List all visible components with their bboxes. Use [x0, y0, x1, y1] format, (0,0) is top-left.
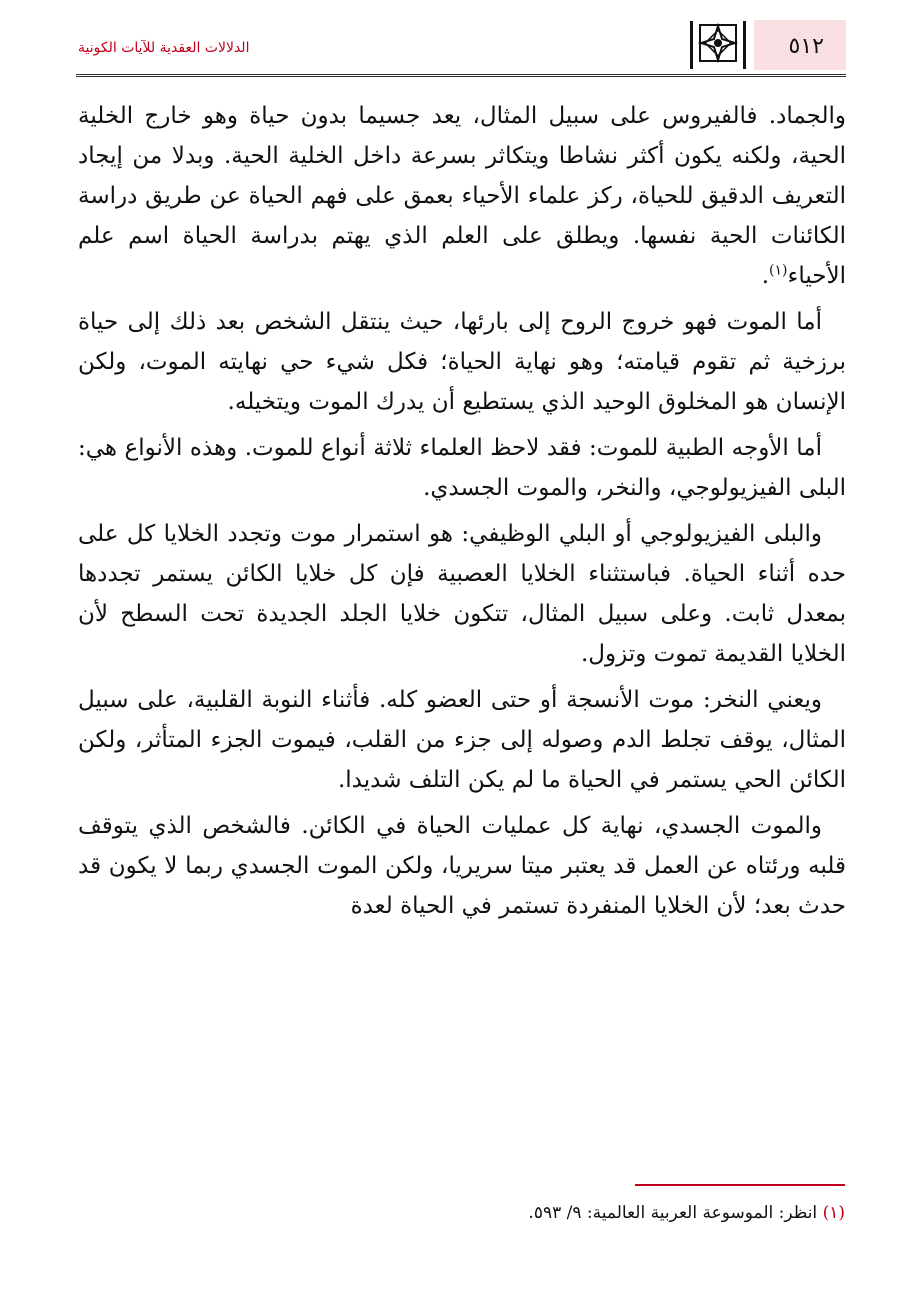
- paragraph-4: والبلى الفيزيولوجي أو البلي الوظيفي: هو استمرار موت وتجدد الخلايا كل على حده أثناء الحياة. فباستثناء الخلايا العصبية فإن كل خلايا الكائن يستمر تجددها بمعدل ثابت. وعلى سبيل المثال، تتكون خلايا الجلد الجديدة تحت السطح لأن الخلايا القديمة تموت وتزول.: [78, 521, 846, 667]
- page-number: ٥١٢: [788, 34, 824, 59]
- paragraph-1-text: والجماد. فالفيروس على سبيل المثال، يعد جسيما بدون حياة وهو خارج الخلية الحية، ولكنه يكون أكثر نشاطا ويتكاثر بسرعة داخل الخلية الحية. وبدلا من إيجاد التعريف الدقيق للحياة، ركز علماء الأحياء بعمق على فهم الحياة عن طريق دراسة الكائنات الحية نفسها. ويطلق على العلم الذي يهتم بدراسة الحياة اسم علم الأحياء: [78, 103, 846, 289]
- paragraph-1-tail: .: [761, 263, 770, 289]
- paragraph-5: ويعني النخر: موت الأنسجة أو حتى العضو كله. فأثناء النوبة القلبية، على سبيل المثال، يوقف تجلط الدم وصوله إلى جزء من القلب، فيموت الجزء المتأثر، ولكن الكائن الحي يستمر في الحياة ما لم يكن التلف شديدا.: [78, 687, 846, 793]
- footnote: [77, 1198, 845, 1228]
- paragraph-6: والموت الجسدي، نهاية كل عمليات الحياة في الكائن. فالشخص الذي يتوقف قلبه ورئتاه عن العمل قد يعتبر ميتا سريريا، ولكن الموت الجسدي ربما لا يكون قد حدث بعد؛ لأن الخلايا المنفردة تستمر في الحياة لعدة: [78, 813, 846, 919]
- paragraph-3: أما الأوجه الطبية للموت: فقد لاحظ العلماء ثلاثة أنواع للموت. وهذه الأنواع هي: البلى الفيزيولوجي، والنخر، والموت الجسدي.: [78, 435, 846, 501]
- footnote-text: انظر: الموسوعة العربية العالمية: ٩/ ٥٩٣.: [528, 1203, 818, 1223]
- page-number-box: [754, 20, 846, 70]
- running-title: الدلالات العقدية للآيات الكونية: [78, 40, 250, 56]
- footnote-ref: (١): [769, 262, 788, 279]
- geometric-star-ornament-icon: [690, 21, 746, 69]
- paragraph-2: أما الموت فهو خروج الروح إلى بارئها، حيث ينتقل الشخص بعد ذلك إلى حياة برزخية ثم تقوم قيامته؛ وهو نهاية الحياة؛ فكل شيء حي نهايته الموت، ولكن الإنسان هو المخلوق الوحيد الذي يستطيع أن يدرك الموت ويتخيله.: [78, 309, 846, 415]
- main-text: [78, 96, 846, 932]
- paragraph-1: [78, 96, 846, 296]
- footnote-divider: [635, 1184, 845, 1186]
- header-divider: [76, 74, 846, 77]
- footnote-number: (١): [822, 1203, 845, 1223]
- page-header: [76, 18, 846, 72]
